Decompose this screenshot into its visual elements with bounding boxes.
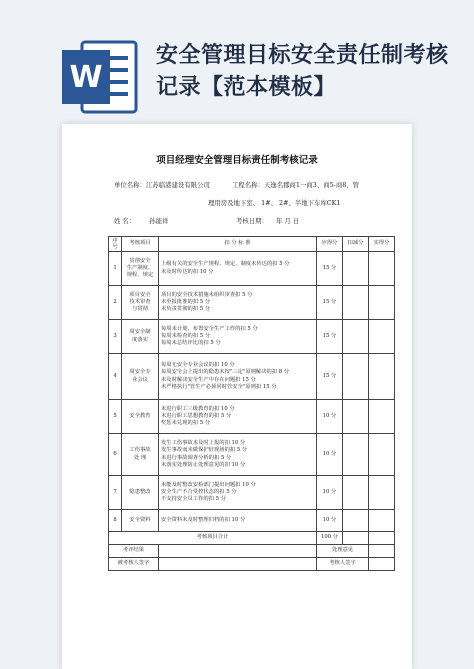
table-row [109,434,395,476]
assessee-label: 被考核人签字 [109,558,159,571]
row-seq: 6 [109,434,122,476]
table-row [109,286,395,320]
assessee-signature-field[interactable] [159,558,317,571]
row-item: 项目安全 技术审查 与贯彻 [122,286,159,320]
row-seq: 1 [109,252,122,286]
row-item: 安全教育 [122,400,159,434]
row-due: 15 分 [317,252,343,286]
opinion-label: 处理意见 [317,545,369,558]
header-due: 应得分 [317,237,343,252]
row-actual-cell[interactable] [369,252,395,286]
row-due: 10 分 [317,510,343,532]
table-row [109,354,395,400]
total-value: 100 分 [317,532,343,545]
row-item: 周安全专 业会议 [122,354,159,400]
table-header-row [109,237,395,252]
row-due: 10 分 [317,476,343,510]
row-item: 贯彻安全 生产制度、 规程、规定 [122,252,159,286]
row-actual-cell[interactable] [369,354,395,400]
row-due: 15 分 [317,354,343,400]
name-line [114,216,168,225]
row-due: 10 分 [317,400,343,434]
total-deduct-cell[interactable] [343,532,369,545]
row-due: 15 分 [317,286,343,320]
row-seq: 7 [109,476,122,510]
assessment-table [108,236,395,571]
document-page [62,124,412,669]
banner-title [156,40,456,104]
date-label: 考核日期： [236,217,268,225]
row-standard: 未进行职工三级教育的扣 10 分 未进行职工思想教育的扣 5 分 奖惩未兑现的扣 5 分 [159,400,317,434]
row-actual-cell[interactable] [369,400,395,434]
table-row [109,320,395,354]
result-field[interactable] [159,545,317,558]
unit-value: 江苏临港建设有限公司 [145,181,210,189]
row-deduct-cell[interactable] [343,354,369,400]
total-actual-cell[interactable] [369,532,395,545]
row-due: 15 分 [317,320,343,354]
row-deduct-cell[interactable] [343,510,369,532]
row-standard: 未能及时整改安检部门提出问题扣 10 分 安全生产不合受控状态的扣 5 分 不支持安全员工作的扣 5 分 [159,476,317,510]
row-seq: 2 [109,286,122,320]
result-row [109,545,395,558]
row-deduct-cell[interactable] [343,400,369,434]
row-standard: 每周未计划、布置安全生产工作的扣 5 分 每周未检查的扣 5 分 每周未总结评比的扣 5 分 [159,320,317,354]
row-seq: 8 [109,510,122,532]
assessor-label: 考核人签字 [317,558,369,571]
row-deduct-cell[interactable] [343,320,369,354]
result-label: 考评结果 [109,545,159,558]
assessor-signature-field[interactable] [369,558,395,571]
name-label: 姓 名： [114,217,136,225]
unit-label: 单位名称： [114,181,146,189]
row-actual-cell[interactable] [369,510,395,532]
table-row [109,400,395,434]
project-value-2: 理用房及地下室、 1#、 2#、半地下车库CK1 [208,199,341,207]
header-deduct: 扣减分 [343,237,369,252]
table-row [109,252,395,286]
header-item: 考核项目 [122,237,159,252]
row-seq: 5 [109,400,122,434]
banner [0,0,474,128]
row-actual-cell[interactable] [369,286,395,320]
banner-title-line1: 安全管理目标安全责任制考核 [156,43,449,68]
header-standard: 扣 分 标 准 [159,237,317,252]
row-deduct-cell[interactable] [343,434,369,476]
project-label: 工程名称： [232,181,264,189]
row-seq: 4 [109,354,122,400]
row-actual-cell[interactable] [369,320,395,354]
total-label: 考核项目合计 [109,532,317,545]
row-standard: 上级有关的安全生产规程、规定、制度未传达的扣 5 分 未及时传达的扣 10 分 [159,252,317,286]
date-value: 年 月 日 [275,217,300,225]
row-actual-cell[interactable] [369,476,395,510]
total-row [109,532,395,545]
row-due: 10 分 [317,434,343,476]
word-icon [60,40,138,114]
row-standard: 每周无安全专业会议的扣 10 分 每周安全会上提出的隐患未按"三定"原则解决的扣 8 分 未及时解决安全生产中存在问题扣 15 分 未严格执行"管生产必须同时管安全"原则扣 15 分 [159,354,317,400]
row-standard: 发生工伤事故未及时上报的扣 10 分 发生事故而未做保护好现场的扣 5 分 未进行事故调查分析的扣 5 分 未落实处理防止处理意见的扣 10 分 [159,434,317,476]
unit-line [114,180,210,189]
row-deduct-cell[interactable] [343,476,369,510]
row-seq: 3 [109,320,122,354]
banner-title-line2: 记录【范本模板】 [156,75,337,100]
word-icon-letter: W [69,60,103,95]
table-row [109,510,395,532]
row-standard: 项目的安全技术措施未组织审查扣 5 分 未至报批准的扣 5 分 未负责贯彻的扣 5 分 [159,286,317,320]
row-item: 周安全制 度落实 [122,320,159,354]
project-line [232,180,359,189]
document-title: 项目经理安全管理目标责任制考核记录 [156,155,318,166]
date-line [236,216,299,225]
table-row [109,476,395,510]
header-actual: 实得分 [369,237,395,252]
signature-row [109,558,395,571]
name-value: 孙能祥 [149,217,169,225]
row-item: 安全资料 [122,510,159,532]
row-standard: 安全资料未及时整理归档的扣 10 分 [159,510,317,532]
opinion-field[interactable] [369,545,395,558]
row-item: 隐患整改 [122,476,159,510]
header-seq: 序 号 [109,237,122,252]
row-item: 工伤事故 处 理 [122,434,159,476]
row-deduct-cell[interactable] [343,252,369,286]
project-value-1: 天逸名郡商1一商3、商5-商8、管 [263,181,360,189]
row-actual-cell[interactable] [369,434,395,476]
row-deduct-cell[interactable] [343,286,369,320]
